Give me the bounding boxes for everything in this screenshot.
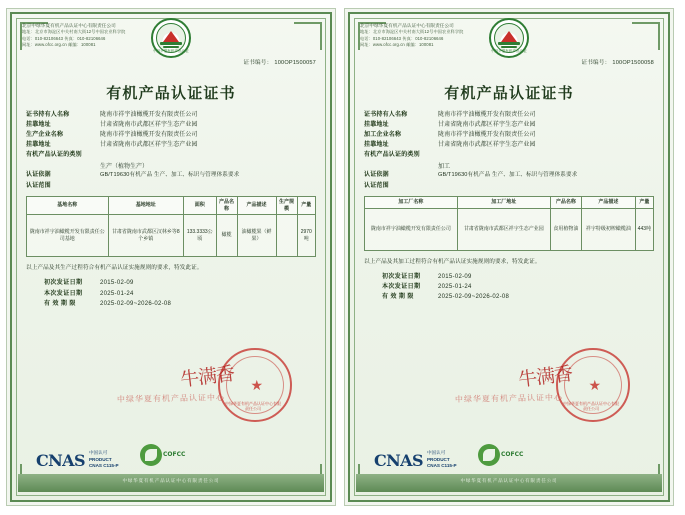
field-key: 认证范围 [364,182,389,189]
field-row [364,122,654,130]
table-cell: 443吨 [635,208,653,250]
certificate-number-label: 证书编号： [581,60,611,66]
cnas-logo-icon: CNAS [374,450,423,470]
cofcc-leaf-shape [140,444,162,466]
table-header-row [365,197,654,209]
date-block [44,278,316,309]
cnas-line-2: PRODUCT [426,456,450,462]
table-header-cell: 产品名称 [550,197,581,209]
seal-arc-text: 中绿华夏有机产品认证 [153,49,189,53]
table-header-cell: 产量 [635,197,653,209]
issuer-line-1: 北京中绿华夏有机产品认证中心有限责任公司 [360,23,454,28]
field-key: 认证范围 [26,182,51,189]
table-cell: 陇南市祥宇油橄榄开发有限责任公司 [365,208,458,250]
issuer-line-4: 网址：www.ofcc.org.cn 邮编：100081 [22,42,96,48]
field-key: 生产企业名称 [26,132,64,139]
scope-table [26,196,316,257]
issuer-line-1: 北京中绿华夏有机产品认证中心有限责任公司 [22,23,116,28]
table-cell: 陇南市祥宇油橄榄开发有限责任公司基地 [27,215,109,257]
field-row [26,172,316,180]
date-value: 2025-01-24 [438,284,472,291]
table-row [365,208,654,250]
stamp-ring [556,348,630,422]
cnas-line-1: 中国认可 [426,450,446,456]
field-value: 甘肃省陇南市武都区祥宇生态产业园 [100,122,198,129]
date-key: 初次发证日期 [44,280,83,287]
date-row [44,278,316,288]
table-cell: 2970吨 [297,215,316,257]
issuer-line-2: 地址：北京市海淀区中关村南大街12号中国农业科学院 [360,29,464,35]
field-key: 有机产品认证的类别 [364,152,420,159]
table-header-cell: 加工厂地址 [457,197,550,209]
field-row [364,172,654,180]
date-row [382,292,654,302]
cofcc-leaf-shape [478,444,500,466]
certificate-border [10,12,332,502]
date-key: 有 效 期 限 [382,294,414,301]
field-key: 挂靠地址 [364,122,389,129]
watermark-band-text: 中绿华夏有机产品认证中心 [116,393,226,404]
date-key: 本次发证日期 [44,290,83,297]
table-header-cell: 生产规模 [276,197,297,215]
date-block [382,272,654,303]
cnas-line-3: CNAS C115-P [88,463,119,469]
scope-table [364,196,654,251]
date-row [382,272,654,282]
field-value-category: 生产（植物生产） [100,163,149,170]
table-header-row [27,197,316,215]
cofcc-label: COFCC [163,451,186,458]
seal-mountain-shape [501,31,517,42]
issuer-line-2: 地址：北京市海淀区中关村南大街12号中国农业科学院 [22,29,126,35]
date-row [44,289,316,299]
field-value-category: 加工 [438,163,451,170]
official-stamp [518,358,630,422]
field-value: 甘肃省陇南市武都区祥宇生态产业园 [438,122,536,129]
field-key: 证书持有人名称 [364,112,408,118]
stamp-star-icon: ★ [588,377,601,393]
footer-band [18,474,324,492]
table-cell: 橄榄 [216,215,237,257]
field-key: 挂靠地址 [364,142,389,149]
field-row [26,112,316,120]
field-value: GB/T19630有机产品 生产、加工、标识与管理体系要求 [100,172,240,179]
field-row [364,152,654,160]
organic-seal-icon [140,18,202,64]
table-header-cell: 加工厂名称 [365,197,458,209]
field-list [26,112,316,190]
field-key: 认证依据 [26,172,51,179]
field-row [364,112,654,120]
stamp-ring [218,348,292,422]
watermark-band-text: 中绿华夏有机产品认证中心 [454,393,564,404]
certificate-statement: 以上产品及其生产过程符合有机产品认证实施规则的要求，特发此证。 [26,265,203,272]
table-cell: 甘肃省陇南市武都区汉林乡等8个乡镇 [108,215,183,257]
certificate-statement: 以上产品及其加工过程符合有机产品认证实施规则的要求，特发此证。 [364,258,541,265]
certificate-title: 有机产品认证证书 [106,84,236,102]
issuer-line-3: 电话：010-82106643 传真：010-82106646 [360,35,444,41]
cofcc-logo-icon [140,442,186,468]
table-header-cell: 基地名称 [27,197,109,215]
cofcc-logo-icon [478,442,524,468]
certificate-number [581,58,654,66]
footer-band-text: 中绿华夏有机产品认证中心有限责任公司 [122,478,220,483]
table-cell: 食用植物油 [550,208,581,250]
field-value: 甘肃省陇南市武都区祥宇生态产业园 [438,142,536,149]
certificate-footer [12,426,330,492]
signature: 牛满香 [517,362,574,392]
certificate-number-label: 证书编号： [243,60,273,66]
cnas-text-block [89,450,119,470]
date-value: 2025-02-09~2026-02-08 [100,300,172,307]
cnas-accreditation-mark [36,450,119,470]
cnas-accreditation-mark [374,450,457,470]
certificate-border [348,12,670,502]
table-header-cell: 基地地址 [108,197,183,215]
date-row [44,299,316,309]
organic-seal-icon [478,18,540,64]
certificate-footer [350,426,668,492]
signature: 牛满香 [179,362,236,392]
table-cell: 133.3333公顷 [184,215,217,257]
field-key: 挂靠地址 [26,142,51,149]
seal-mountain-shape [163,31,179,42]
date-row [382,282,654,292]
date-value: 2015-02-09 [438,273,472,280]
footer-band-text: 中绿华夏有机产品认证中心有限责任公司 [460,478,558,483]
field-key: 挂靠地址 [26,122,51,129]
date-key: 本次发证日期 [382,284,421,291]
issuer-line-4: 网址：www.ofcc.org.cn 邮编：100081 [360,42,434,48]
field-list [364,112,654,190]
field-row [364,183,654,191]
certificate-left [6,8,336,506]
field-key: 有机产品认证的类别 [26,152,82,159]
issuer-block [22,22,126,49]
field-key: 认证依据 [364,172,389,179]
table-cell: 甘肃省陇南市武都区祥宇生态产业园 [457,208,550,250]
official-stamp [180,358,292,422]
table-header-cell: 面积 [184,197,217,215]
date-key: 有 效 期 限 [44,300,76,307]
table-header-cell: 产品描述 [237,197,276,215]
field-row [26,152,316,160]
field-key: 加工企业名称 [364,132,402,139]
table-cell: 祥宇特级初榨橄榄油 [582,208,636,250]
date-value: 2025-02-09~2026-02-08 [438,294,510,301]
date-key: 初次发证日期 [382,273,421,280]
certificate-number-value: 100OP1500057 [274,60,316,66]
date-value: 2015-02-09 [100,280,134,287]
field-row [26,132,316,140]
seal-base-bar [498,42,520,45]
certificate-number [243,58,316,66]
cnas-text-block [427,450,457,470]
seal-base-bar [160,42,182,45]
field-value: 陇南市祥宇油橄榄开发有限责任公司 [100,112,198,118]
stamp-ring-text: 中绿华夏有机产品认证中心有限责任公司 [563,401,619,412]
issuer-block [360,22,464,49]
table-row [27,215,316,257]
certificate-number-value: 100OP1500058 [612,60,654,66]
field-row [26,183,316,191]
field-row [364,132,654,140]
field-value: 陇南市祥宇油橄榄开发有限责任公司 [100,132,198,139]
field-value: 甘肃省陇南市武都区祥宇生态产业园 [100,142,198,149]
field-value: 陇南市祥宇油橄榄开发有限责任公司 [438,132,536,139]
date-value: 2025-01-24 [100,290,134,297]
stamp-star-icon: ★ [250,377,263,393]
field-value: 陇南市祥宇油橄榄开发有限责任公司 [438,112,536,118]
field-value: GB/T19630有机产品 生产、加工、标识与管理体系要求 [438,172,578,179]
field-row [364,142,654,150]
table-cell: 油橄榄果（鲜果） [237,215,276,257]
field-row [26,142,316,150]
issuer-line-3: 电话：010-82106643 传真：010-82106646 [22,35,106,41]
cnas-line-1: 中国认可 [88,450,108,456]
field-row [26,122,316,130]
cnas-line-3: CNAS C115-P [426,463,457,469]
table-header-cell: 产品名称 [216,197,237,215]
field-key: 证书持有人名称 [26,112,70,118]
table-header-cell: 产量 [297,197,316,215]
cofcc-label: COFCC [501,451,524,458]
certificate-title: 有机产品认证证书 [444,84,574,102]
certificate-right [344,8,674,506]
footer-band [356,474,662,492]
seal-arc-text: 中绿华夏有机产品认证 [491,49,527,53]
stamp-ring-text: 中绿华夏有机产品认证中心有限责任公司 [225,401,281,412]
table-cell [276,215,297,257]
table-header-cell: 产品描述 [582,197,636,209]
cnas-logo-icon: CNAS [36,450,85,470]
cnas-line-2: PRODUCT [88,456,112,462]
